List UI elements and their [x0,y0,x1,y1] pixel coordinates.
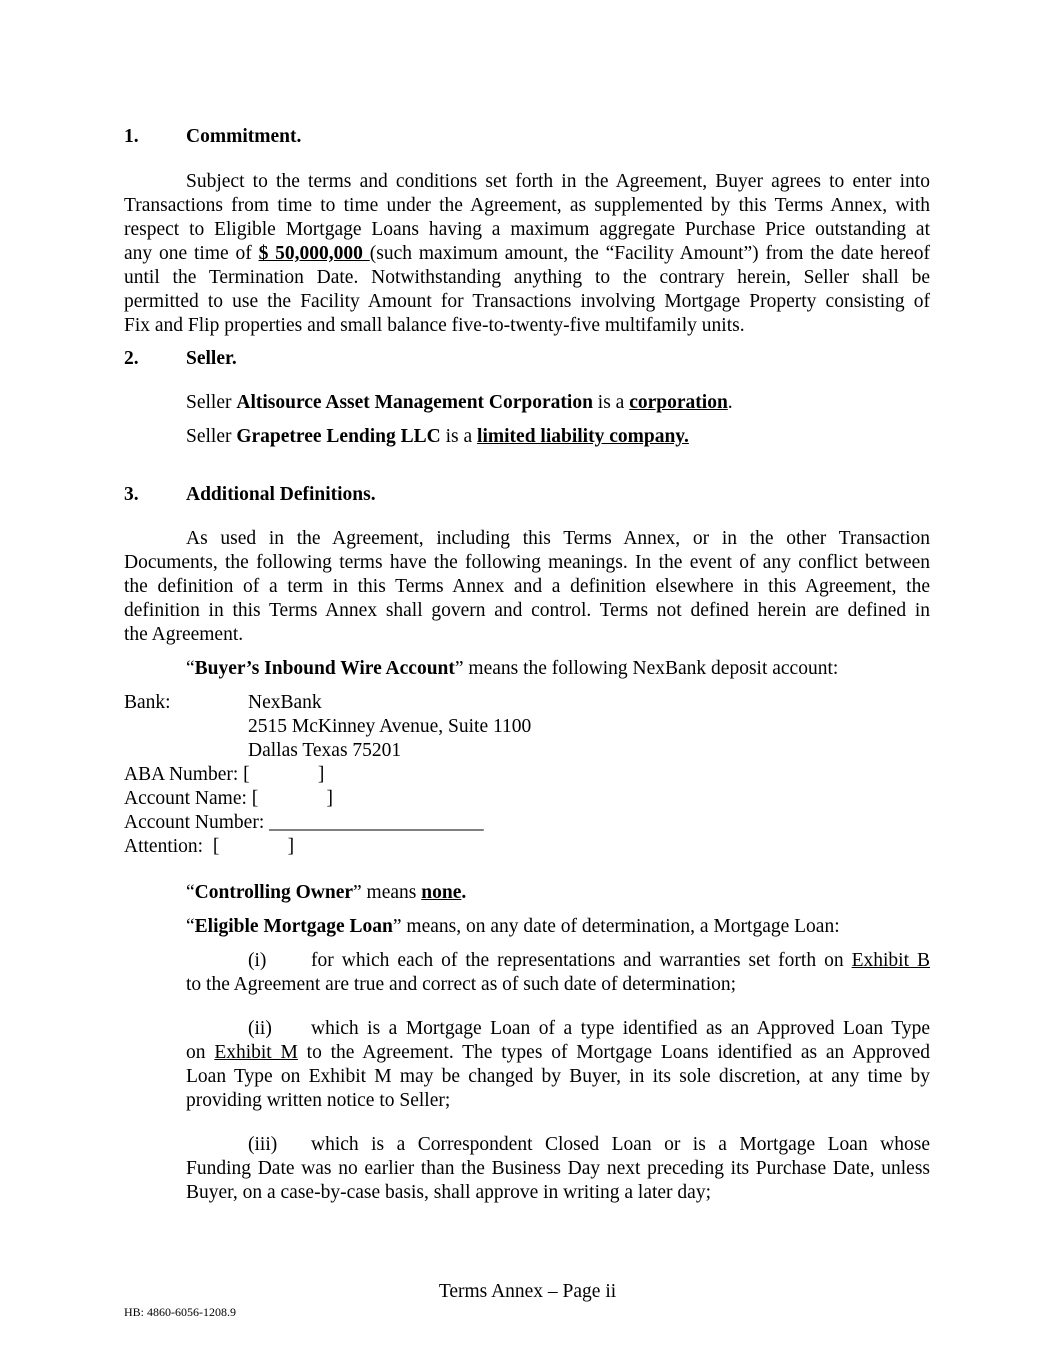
text: . [461,882,467,903]
facility-amount: $ 50,000,000 [258,243,370,264]
text: is a [440,426,478,447]
text: . [727,392,733,413]
paragraph-line: Fix and Flip properties and small balance five-to-twenty-five multifamily units. [124,315,745,336]
text: ” means, on any date of determination, a Mortgage Loan: [392,916,840,937]
account-name: Account Name: [ ] [124,788,334,809]
paragraph-line [124,242,930,266]
seller-1-name: Altisource Asset Management Corporation [236,392,593,413]
item-i-line-1 [311,949,930,973]
section-3-title: Additional Definitions. [186,484,376,505]
text: ” means the following NexBank deposit account: [454,658,839,679]
paragraph-line: Documents, the following terms have the following meanings. In the event of any conflict between [124,552,930,573]
eligible-loan-definition [186,915,840,939]
page-footer-label: Terms Annex – Page ii [438,1281,617,1302]
item-ii-line-1 [311,1017,930,1041]
controlling-owner-definition [186,881,466,905]
defined-term: Controlling Owner [194,882,354,903]
item-ii-line-4: providing written notice to Seller; [186,1090,451,1111]
text: for which each of the representations and warranties set forth on [311,950,852,971]
item-ii-line-3 [186,1065,930,1089]
bank-name: NexBank [248,692,322,713]
document-id: HB: 4860-6056-1208.9 [124,1305,236,1319]
paragraph-line: permitted to use the Facility Amount for Transactions involving Mortgage Property consisting of [124,291,930,312]
paragraph-line: respect to Eligible Mortgage Loans having a maximum aggregate Purchase Price outstanding at [124,219,930,240]
controlling-owner-value: none [421,882,462,903]
seller-2-name: Grapetree Lending LLC [236,426,441,447]
bank-label: Bank: [124,692,171,713]
wire-account-definition [186,657,838,681]
paragraph-line: Transactions from time to time under the Agreement, as supplemented by this Terms Annex, with [124,195,930,216]
item-i-number: (i) [248,950,267,971]
bank-address-2: Dallas Texas 75201 [248,740,402,761]
section-3-paragraph [124,527,930,647]
line-text: (such maximum amount, the “Facility Amount”) from the date hereof [369,243,931,264]
text: “ [186,882,195,903]
paragraph-line: As used in the Agreement, including this Terms Annex, or in the other Transaction [186,528,930,549]
exhibit-b-link[interactable]: Exhibit B [851,950,930,971]
item-i-line-2: to the Agreement are true and correct as of such date of determination; [186,974,737,995]
item-iii-number: (iii) [248,1134,278,1155]
text: is a [592,392,630,413]
text: to the Agreement. The types of Mortgage Loans identified as an Approved [297,1042,931,1063]
account-number: Account Number: ______________________ [124,812,484,833]
text: ” means [353,882,422,903]
item-iii-line-1 [311,1133,930,1157]
aba-number: ABA Number: [ ] [124,764,325,785]
text: “ [186,916,195,937]
section-1-number: 1. [124,126,139,147]
exhibit-m-link[interactable]: Exhibit M [214,1042,298,1063]
section-1-title: Commitment. [186,126,302,147]
section-2-number: 2. [124,348,139,369]
seller-1-statement [186,391,733,415]
text: Seller [186,426,237,447]
item-ii-number: (ii) [248,1018,272,1039]
item-iii-line-3: Buyer, on a case-by-case basis, shall approve in writing a later day; [186,1182,711,1203]
text: which is a Mortgage Loan of a type identified as an Approved Loan Type [311,1018,930,1039]
text: which is a Correspondent Closed Loan or is a Mortgage Loan whose [311,1134,930,1155]
section-3-number: 3. [124,484,139,505]
paragraph-line: the definition of a term in this Terms Annex and a definition elsewhere in this Agreement, the [124,576,930,597]
section-1-paragraph [124,170,930,338]
section-2-title: Seller. [186,348,237,369]
line-text: any one time of [124,243,259,264]
seller-1-type: corporation [629,392,728,413]
paragraph-line: definition in this Terms Annex shall govern and control. Terms not defined herein are defined in [124,600,930,621]
bank-address-1: 2515 McKinney Avenue, Suite 1100 [248,716,532,737]
text: on [186,1042,215,1063]
text: Funding Date was no earlier than the Business Day next preceding its Purchase Date, unless [186,1158,930,1179]
seller-2-statement [186,425,689,449]
paragraph-line: Subject to the terms and conditions set forth in the Agreement, Buyer agrees to enter into [186,171,930,192]
item-iii-line-2 [186,1157,930,1181]
text: “ [186,658,195,679]
text: Seller [186,392,237,413]
paragraph-line: the Agreement. [124,624,244,645]
item-ii-line-2 [186,1041,930,1065]
text: Loan Type on Exhibit M may be changed by Buyer, in its sole discretion, at any time by [186,1066,930,1087]
attention: Attention: [ ] [124,836,295,857]
defined-term: Buyer’s Inbound Wire Account [194,658,455,679]
defined-term: Eligible Mortgage Loan [194,916,393,937]
paragraph-line: until the Termination Date. Notwithstanding anything to the contrary herein, Seller shall be [124,267,930,288]
seller-2-type: limited liability company. [477,426,689,447]
